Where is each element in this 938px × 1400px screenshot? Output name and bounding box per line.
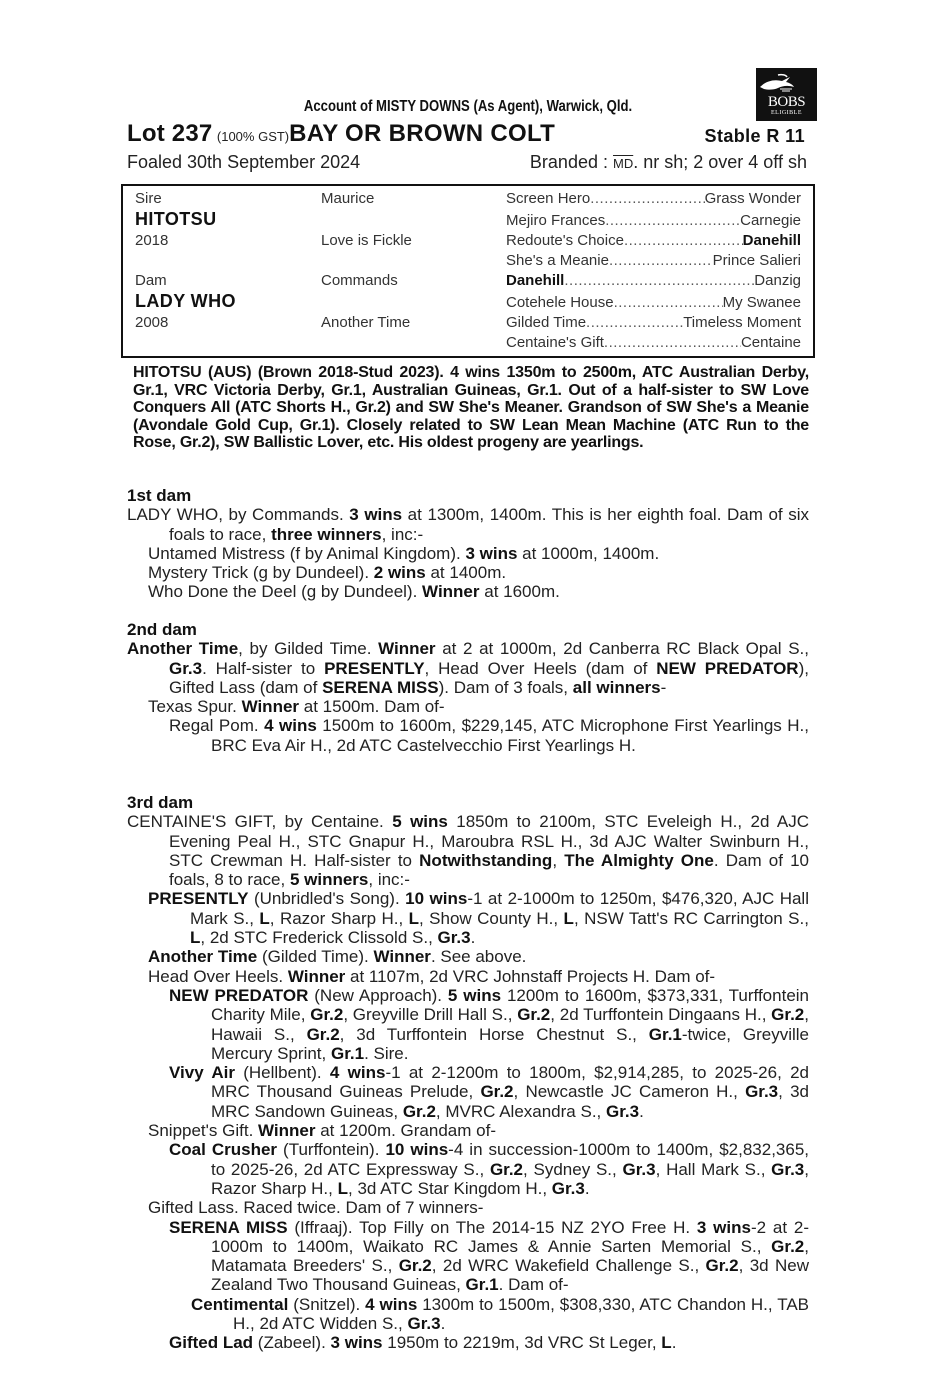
text: Texas Spur. (148, 697, 242, 717)
bold-text: Gr.2 (517, 1005, 551, 1025)
bold-text: PRESENTLY (324, 658, 425, 678)
text: Snippet's Gift. (148, 1121, 259, 1141)
bold-text: Gr.2 (705, 1256, 739, 1276)
text: , 3d New Zealand Two Thousand Guineas, (211, 1256, 809, 1295)
bold-text: 5 winners (289, 870, 369, 890)
bold-text: 3 wins (349, 505, 403, 525)
ancestor-right: Centaine (740, 334, 801, 351)
bobs-eligible-logo (756, 68, 817, 121)
text: at 2 at 1000m, 2d Canberra RC Black Opal S., (435, 639, 810, 659)
text: , (552, 850, 565, 870)
bold-text: 4 wins (264, 716, 317, 736)
sire-dam: Love is Fickle (321, 232, 412, 249)
text: , NSW Tatt's RC Carrington S., (573, 908, 809, 928)
text: . Half-sister to (202, 658, 325, 678)
dam-name: LADY WHO (135, 291, 236, 311)
text: at 1000m, 1400m. (517, 543, 660, 563)
text: -2 at 2-1000m to 1400m, Waikato RC James & Annie Sarten Memorial S., (211, 1217, 809, 1256)
text: . (671, 1333, 677, 1353)
text: Regal Pom. (169, 716, 265, 736)
bold-text: L (259, 908, 270, 928)
text: Gifted Lass. Raced twice. Dam of 7 winners- (148, 1198, 484, 1218)
section-heading: 1st dam (127, 486, 192, 505)
bold-text: Gr.2 (398, 1256, 432, 1276)
text: (Iffraaj). Top Filly on The 2014-15 NZ 2YO Free H. (287, 1217, 697, 1237)
produce-entry (127, 716, 809, 755)
section-heading: 2nd dam (127, 620, 197, 639)
text: , Razor Sharp H., (269, 908, 409, 928)
bold-text: L (408, 908, 420, 928)
bold-text: Gr.3 (169, 658, 203, 678)
brand-mark-icon: $\overline{MD}$ (613, 156, 634, 171)
text: at 1107m, 2d VRC Johnstaff Projects H. Dam of- (345, 966, 716, 986)
pedigree-row (506, 231, 801, 251)
bold-text: NEW PREDATOR (656, 658, 799, 678)
ancestor-left: Gilded Time (506, 314, 587, 331)
produce-entry (127, 1140, 809, 1198)
bold-text: 5 wins (447, 985, 502, 1005)
text: ). Dam of 3 foals, (438, 677, 573, 697)
produce-entry (127, 1063, 809, 1121)
bold-text: 4 wins (365, 1294, 418, 1314)
pedigree-row (506, 333, 801, 353)
produce-entry (127, 639, 809, 697)
bold-text: Gr.2 (480, 1082, 514, 1102)
brand-info (530, 152, 807, 173)
bold-text: Gr.3 (437, 928, 471, 948)
produce-entry (127, 1295, 809, 1334)
text: , MVRC Alexandra S., (435, 1101, 606, 1121)
produce-entry (127, 563, 809, 582)
ancestor-right: My Swanee (722, 294, 801, 311)
brand-details: nr sh; 2 over 4 off sh (643, 152, 807, 172)
pedigree-row (506, 211, 801, 231)
text: . (639, 1101, 644, 1121)
entries (127, 505, 809, 601)
bold-text: 3 wins (696, 1217, 751, 1237)
bold-text: Gr.2 (489, 1159, 524, 1179)
bold-text: 10 wins (385, 1140, 449, 1160)
bold-text: Winner (241, 697, 300, 717)
brand-sep: . (633, 152, 644, 172)
bold-text: 4 wins (329, 1063, 386, 1083)
bold-text: L (661, 1333, 672, 1353)
bold-text: 3 wins (330, 1333, 383, 1353)
bold-text: Another Time (148, 947, 258, 967)
bold-text: Gr.2 (402, 1101, 436, 1121)
pedigree-row (506, 251, 801, 271)
text: (Gilded Time). (257, 947, 374, 967)
horse-head-icon (756, 73, 796, 95)
bold-text: The Almighty One (564, 850, 714, 870)
bold-text: Gr.1 (330, 1043, 365, 1063)
text: , Show County H., (419, 908, 564, 928)
ancestor-left: Mejiro Frances (506, 212, 606, 229)
text: -4 in succession-1000m to 1400m, $2,832,365, to 2025-26, 2d ATC Expressway S., (211, 1140, 810, 1179)
ancestor-left: Cotehele House (506, 294, 614, 311)
text: , Matamata Breeders' S., (211, 1236, 809, 1276)
bold-text: Another Time (127, 639, 239, 659)
bold-text: L (563, 908, 574, 928)
text: -1 at 2-1000m to 1250m, $476,320, AJC Hall Mark S., (190, 889, 809, 928)
logo-subtext: ELIGIBLE (771, 110, 802, 116)
stable-location: Stable R 11 (704, 126, 805, 146)
sire-name: HITOTSU (135, 209, 217, 229)
text: 1850m to 2100m, STC Eveleigh H., 2d AJC Evening Peal H., STC Gnapur H., Maroubra RSL H., 3d AJC Walter Swinburn H., STC Crewman H. Half-sister to (169, 812, 810, 870)
produce-entry (127, 1121, 809, 1140)
text: , 2d Turffontein Dingaans H., (550, 1005, 772, 1025)
bold-text: Gr.1 (648, 1024, 682, 1044)
branded-label: Branded : (529, 152, 608, 172)
text: . Dam of- (498, 1275, 569, 1295)
produce-entry (127, 986, 809, 1063)
text: - (660, 677, 667, 697)
dam-dam: Another Time (321, 314, 411, 331)
text: , Hawaii S., (211, 1005, 809, 1044)
ancestor-right: Danehill (742, 232, 801, 249)
produce-entry (127, 697, 809, 716)
bold-text: PRESENTLY (148, 889, 249, 909)
text: at 1300m, 1400m. This is her eighth foal. Dam of six foals to race, (169, 505, 809, 544)
bold-text: Gifted Lad (169, 1333, 254, 1353)
logo-text: BOBS (767, 94, 806, 110)
ancestor-left: Redoute's Choice (506, 232, 624, 249)
pedigree-row (506, 271, 801, 291)
bold-text: NEW PREDATOR (169, 985, 309, 1005)
text: , Newcastle JC Cameron H., (513, 1082, 746, 1102)
sire-label: Sire (135, 190, 162, 207)
bold-text: Winner (373, 947, 431, 967)
text: , Hall Mark S., (655, 1159, 772, 1179)
bold-text: Gr.3 (606, 1101, 640, 1121)
text: (Snitzel). (288, 1294, 366, 1314)
text: (New Approach). (308, 985, 448, 1005)
second-dam-section (127, 620, 809, 755)
bold-text: Gr.2 (306, 1024, 340, 1044)
bold-text: Gr.3 (551, 1178, 585, 1198)
dam-sire: Commands (321, 272, 398, 289)
produce-entry (127, 1198, 809, 1217)
bold-text: Coal Crusher (169, 1140, 278, 1160)
produce-entry (127, 544, 809, 563)
text: at 1500m. Dam of- (299, 697, 445, 717)
bold-text: Gr.3 (622, 1159, 656, 1179)
bold-text: Vivy Air (169, 1063, 235, 1083)
text: at 1600m. (479, 582, 560, 602)
ancestor-right: Danzig (754, 272, 801, 289)
ancestor-right: Carnegie (740, 212, 801, 229)
bold-text: 10 wins (405, 889, 468, 909)
text: , Greyville Drill Hall S., (343, 1005, 518, 1025)
bold-text: SERENA MISS (322, 677, 439, 697)
bold-text: Winner (258, 1121, 316, 1141)
ancestor-left: Centaine's Gift (506, 334, 604, 351)
third-dam-section (127, 793, 809, 1353)
text: Mystery Trick (g by Dundeel). (148, 563, 374, 583)
bold-text: L (190, 928, 201, 948)
text: , Sydney S., (523, 1159, 623, 1179)
sire-sire: Maurice (321, 190, 375, 207)
text: . See above. (430, 947, 527, 967)
text: (Zabeel). (253, 1333, 331, 1353)
first-dam-section (127, 486, 809, 602)
text: (Turffontein). (277, 1140, 386, 1160)
ancestor-left: Screen Hero (506, 190, 591, 207)
text: . (440, 1314, 446, 1334)
dam-year: 2008 (135, 314, 169, 331)
bold-text: Centimental (191, 1294, 289, 1314)
pedigree-row (506, 293, 801, 313)
text: 1950m to 2219m, 3d VRC St Leger, (382, 1333, 662, 1353)
section-heading: 3rd dam (127, 793, 194, 812)
pedigree-row (506, 313, 801, 333)
vendor-account: Account of MISTY DOWNS (As Agent), Warwick, Qld. (303, 98, 633, 115)
text: , 2d STC Frederick Clissold S., (200, 928, 438, 948)
produce-entry (127, 1218, 809, 1295)
bold-text: Notwithstanding (419, 850, 553, 870)
bold-text: 2 wins (373, 563, 426, 583)
entries (127, 639, 809, 755)
bold-text: Winner (287, 966, 346, 986)
bold-text: three winners (271, 524, 382, 544)
produce-entry (127, 505, 809, 544)
bold-text: all winners (572, 677, 661, 697)
bold-text: SERENA MISS (169, 1217, 288, 1237)
text: -1 at 2-1200m to 1800m, $2,914,285, to 2025-26, 2d MRC Thousand Guineas Prelude, (211, 1063, 809, 1102)
foaled-date: Foaled 30th September 2024 (127, 152, 361, 172)
dam-label: Dam (135, 272, 167, 289)
horse-description: BAY OR BROWN COLT (289, 120, 556, 147)
text: 1300m to 1500m, $308,330, ATC Chandon H., TAB H., 2d ATC Widden S., (233, 1294, 809, 1334)
foaling-line (127, 152, 809, 173)
pedigree-table (121, 184, 815, 358)
text: , Razor Sharp H., (211, 1159, 809, 1198)
ancestor-right: Grass Wonder (704, 190, 801, 207)
text: at 1400m. (425, 563, 507, 583)
text: , Head Over Heels (dam of (424, 658, 657, 678)
bold-text: 5 wins (392, 812, 448, 832)
ancestor-right: Prince Salieri (712, 252, 801, 269)
gst-note: (100% GST) (216, 129, 290, 144)
text: -twice, Greyville Mercury Sprint, (211, 1024, 810, 1063)
text: Who Done the Deel (g by Dundeel). (148, 582, 423, 602)
ancestor-left: She's a Meanie (506, 252, 609, 269)
text: , 3d Turffontein Horse Chestnut S., (339, 1024, 649, 1044)
bold-text: Gr.2 (771, 1005, 805, 1025)
bold-text: Gr.1 (465, 1275, 499, 1295)
produce-entry (127, 1333, 809, 1352)
text: , 2d WRC Wakefield Challenge S., (431, 1256, 706, 1276)
text: ), Gifted Lass (dam of (169, 658, 809, 697)
pedigree-row (506, 189, 801, 209)
text: , by Gilded Time. (238, 639, 379, 659)
text: LADY WHO, by Commands. (127, 505, 350, 525)
ancestor-left: Danehill (506, 272, 565, 289)
entries (127, 812, 809, 1352)
text: . Dam of 10 foals, 8 to race, (169, 850, 809, 890)
produce-entry (127, 582, 809, 601)
ancestor-right: Timeless Moment (683, 314, 801, 331)
produce-entry (127, 889, 809, 947)
text: at 1200m. Grandam of- (315, 1121, 496, 1141)
produce-entry (127, 947, 809, 966)
text: CENTAINE'S GIFT, by Centaine. (127, 812, 393, 832)
bold-text: L (337, 1178, 348, 1198)
text: , inc:- (368, 870, 410, 890)
text: (Hellbent). (234, 1063, 330, 1083)
sire-summary: HITOTSU (AUS) (Brown 2018-Stud 2023). 4 wins 1350m to 2500m, ATC Australian Derby, Gr.1, VRC Victoria Derby, Gr.1, Australian Guineas, Gr.1. Out of a half-sister to SW Love Conquers All (ATC Shorts H., Gr.2) and SW She's Meaner. Grandson of SW She's a Meanie (Avondale Gold Cup, Gr.1). Closely related to SW Lean Mean Machine (ATC Run to the Rose, Gr.2), SW Ballistic Lover, etc. His oldest progeny are yearlings. (133, 364, 809, 451)
bold-text: Gr.2 (771, 1236, 805, 1256)
text: 1500m to 1600m, $229,145, ATC Microphone First Yearlings H., BRC Eva Air H., 2d ATC Castelvecchio First Yearlings H. (211, 716, 810, 755)
produce-entry (127, 967, 809, 986)
text: . (584, 1178, 590, 1198)
produce-entry (127, 812, 809, 889)
bold-text: Gr.2 (310, 1005, 344, 1025)
text: , inc:- (381, 524, 424, 544)
bold-text: Winner (422, 582, 480, 602)
text: (Unbridled's Song). (248, 889, 406, 909)
bold-text: Gr.3 (771, 1159, 805, 1179)
lot-number: Lot 237 (127, 120, 213, 147)
bold-text: Winner (378, 639, 436, 659)
text: . (470, 928, 476, 948)
text: , 3d MRC Sandown Guineas, (211, 1082, 809, 1121)
text: 1200m to 1600m, $373,331, Turffontein Charity Mile, (211, 985, 809, 1025)
text: Untamed Mistress (f by Animal Kingdom). (148, 543, 466, 563)
sire-year: 2018 (135, 232, 169, 249)
text: . Sire. (364, 1043, 409, 1063)
lot-header (127, 120, 809, 150)
bold-text: Gr.3 (407, 1314, 441, 1334)
bold-text: Gr.3 (745, 1082, 779, 1102)
bold-text: 3 wins (465, 543, 518, 563)
text: Head Over Heels. (148, 966, 288, 986)
text: , 3d ATC Star Kingdom H., (348, 1178, 552, 1198)
